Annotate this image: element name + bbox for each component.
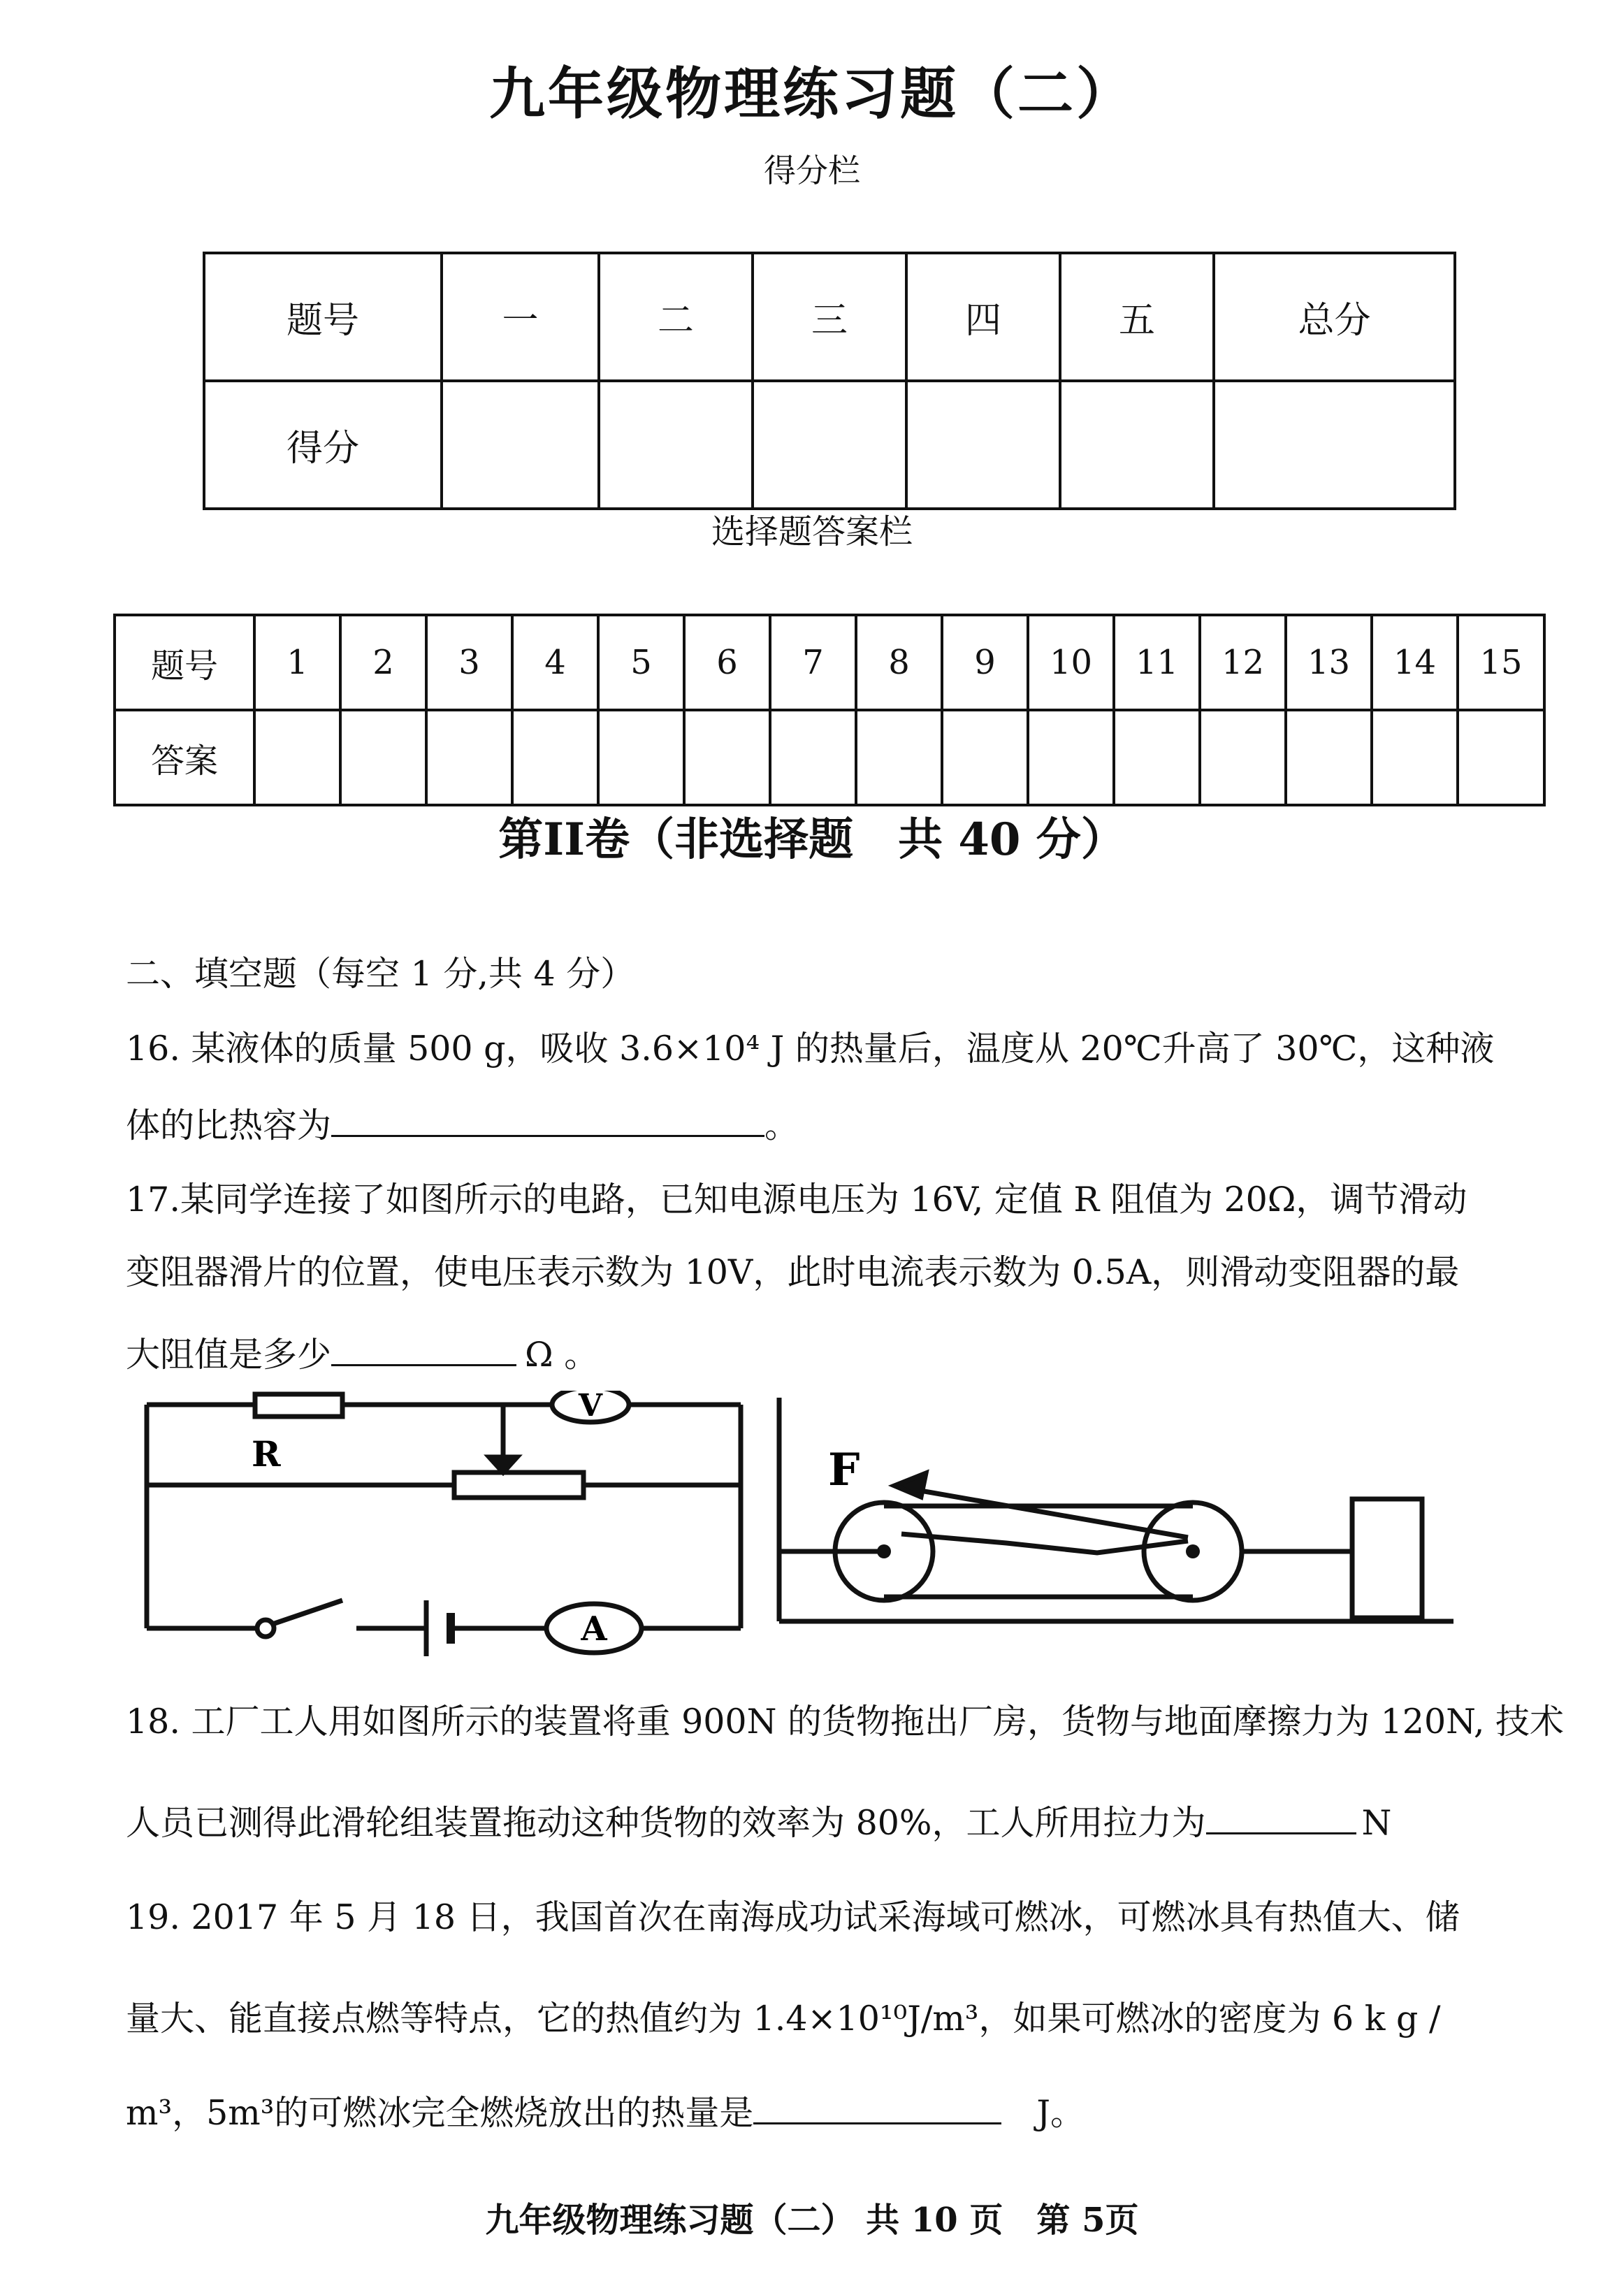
resistor-label: R — [252, 1433, 281, 1475]
answer-header-row — [115, 615, 1544, 710]
rheostat-symbol — [454, 1472, 583, 1498]
q17-line3 — [126, 1328, 598, 1377]
answer-cell[interactable] — [254, 710, 340, 805]
score-col-header: 一 — [442, 253, 599, 381]
score-cell[interactable] — [442, 381, 599, 509]
score-col-header: 五 — [1060, 253, 1214, 381]
section-title: 第II卷（非选择题 共 40 分） — [498, 813, 1126, 866]
force-arrowhead — [894, 1473, 926, 1497]
q18-answer-blank[interactable] — [1206, 1804, 1356, 1834]
score-row-label: 得分 — [204, 381, 442, 509]
pulley-axle — [877, 1544, 891, 1558]
q18-unit: N — [1361, 1803, 1392, 1843]
score-caption: 得分栏 — [764, 152, 860, 189]
q19-text: m³，5m³的可燃冰完全燃烧放出的热量是 — [126, 2093, 754, 2133]
cargo-box — [1352, 1499, 1422, 1618]
answer-cell[interactable] — [1028, 710, 1114, 805]
answer-cell[interactable] — [426, 710, 512, 805]
answer-value-row — [115, 710, 1544, 805]
switch-lever — [273, 1600, 342, 1624]
question-number: 14 — [1372, 615, 1458, 710]
q16-text: 体的比热容为 — [126, 1106, 332, 1145]
answer-row-label: 答案 — [115, 710, 254, 805]
q19-line3 — [126, 2086, 1085, 2135]
score-col-header: 总分 — [1214, 253, 1455, 381]
pulley-diagram — [769, 1391, 1467, 1628]
score-col-header: 二 — [599, 253, 753, 381]
answer-cell[interactable] — [1372, 710, 1458, 805]
ammeter-label: A — [581, 1609, 607, 1649]
answer-cell[interactable] — [856, 710, 942, 805]
q17-answer-blank[interactable] — [331, 1336, 516, 1366]
score-table — [203, 252, 1456, 510]
q17-unit: Ω 。 — [525, 1335, 599, 1375]
question-number: 9 — [942, 615, 1028, 710]
q19-answer-blank[interactable] — [753, 2094, 1001, 2124]
circuit-diagram — [140, 1391, 755, 1670]
q16-line2 — [126, 1099, 799, 1147]
answer-cell[interactable] — [1200, 710, 1286, 805]
q16-answer-blank[interactable] — [331, 1107, 764, 1137]
q17-text: 大阻值是多少 — [126, 1335, 332, 1375]
score-cell[interactable] — [1060, 381, 1214, 509]
score-value-row — [204, 381, 1455, 509]
answer-cell[interactable] — [1286, 710, 1372, 805]
answer-cell[interactable] — [770, 710, 856, 805]
answer-table — [113, 614, 1546, 806]
voltmeter-label: V — [578, 1391, 603, 1424]
question-number: 6 — [684, 615, 770, 710]
score-header-row — [204, 253, 1455, 381]
pulley-axle — [1186, 1544, 1200, 1558]
section-heading: 二、填空题（每空 1 分,共 4 分） — [126, 954, 635, 994]
question-number: 12 — [1200, 615, 1286, 710]
question-number: 3 — [426, 615, 512, 710]
score-cell[interactable] — [753, 381, 906, 509]
score-cell[interactable] — [1214, 381, 1455, 509]
resistor-symbol — [255, 1394, 342, 1417]
q17-line1: 17.某同学连接了如图所示的电路，已知电源电压为 16V, 定值 R 阻值为 20Ω，调节滑动 — [126, 1180, 1467, 1219]
score-cell[interactable] — [599, 381, 753, 509]
question-number: 1 — [254, 615, 340, 710]
answer-cell[interactable] — [684, 710, 770, 805]
q16-line1: 16. 某液体的质量 500 g，吸收 3.6×10⁴ J 的热量后，温度从 20℃升高了 30℃，这种液 — [126, 1029, 1495, 1069]
page-title: 九年级物理练习题（二） — [489, 61, 1135, 126]
question-number: 11 — [1114, 615, 1200, 710]
answer-caption: 选择题答案栏 — [711, 512, 913, 551]
question-number: 10 — [1028, 615, 1114, 710]
answer-cell[interactable] — [1114, 710, 1200, 805]
switch-contact — [257, 1620, 274, 1637]
force-label: F — [828, 1444, 860, 1496]
q19-line1: 19. 2017 年 5 月 18 日，我国首次在南海成功试采海域可燃冰，可燃冰具有热值大、储 — [126, 1897, 1460, 1937]
score-col-header: 三 — [753, 253, 906, 381]
q19-line2: 量大、能直接点燃等特点，它的热值约为 1.4×10¹⁰J/m³，如果可燃冰的密度为 6 k g / — [126, 1999, 1441, 2039]
answer-cell[interactable] — [1458, 710, 1544, 805]
question-number: 7 — [770, 615, 856, 710]
score-col-header: 四 — [906, 253, 1060, 381]
q16-end: 。 — [764, 1106, 799, 1145]
answer-cell[interactable] — [598, 710, 684, 805]
question-number: 4 — [512, 615, 598, 710]
question-number: 15 — [1458, 615, 1544, 710]
q18-text: 人员已测得此滑轮组装置拖动这种货物的效率为 80%，工人所用拉力为 — [126, 1803, 1206, 1843]
question-number: 13 — [1286, 615, 1372, 710]
q18-line2 — [126, 1796, 1391, 1845]
q17-line2: 变阻器滑片的位置，使电压表示数为 10V，此时电流表示数为 0.5A，则滑动变阻器的最 — [126, 1252, 1460, 1292]
answer-cell[interactable] — [942, 710, 1028, 805]
force-line — [908, 1489, 1188, 1537]
page-footer: 九年级物理练习题（二） 共 10 页 第 5页 — [485, 2201, 1139, 2240]
question-number: 8 — [856, 615, 942, 710]
score-cell[interactable] — [906, 381, 1060, 509]
question-number: 2 — [340, 615, 426, 710]
q19-unit: J。 — [1036, 2093, 1085, 2133]
q18-line1: 18. 工厂工人用如图所示的装置将重 900N 的货物拖出厂房，货物与地面摩擦力为 120N, 技术 — [126, 1702, 1565, 1741]
score-row-label: 题号 — [204, 253, 442, 381]
answer-row-label: 题号 — [115, 615, 254, 710]
answer-cell[interactable] — [512, 710, 598, 805]
answer-cell[interactable] — [340, 710, 426, 805]
question-number: 5 — [598, 615, 684, 710]
